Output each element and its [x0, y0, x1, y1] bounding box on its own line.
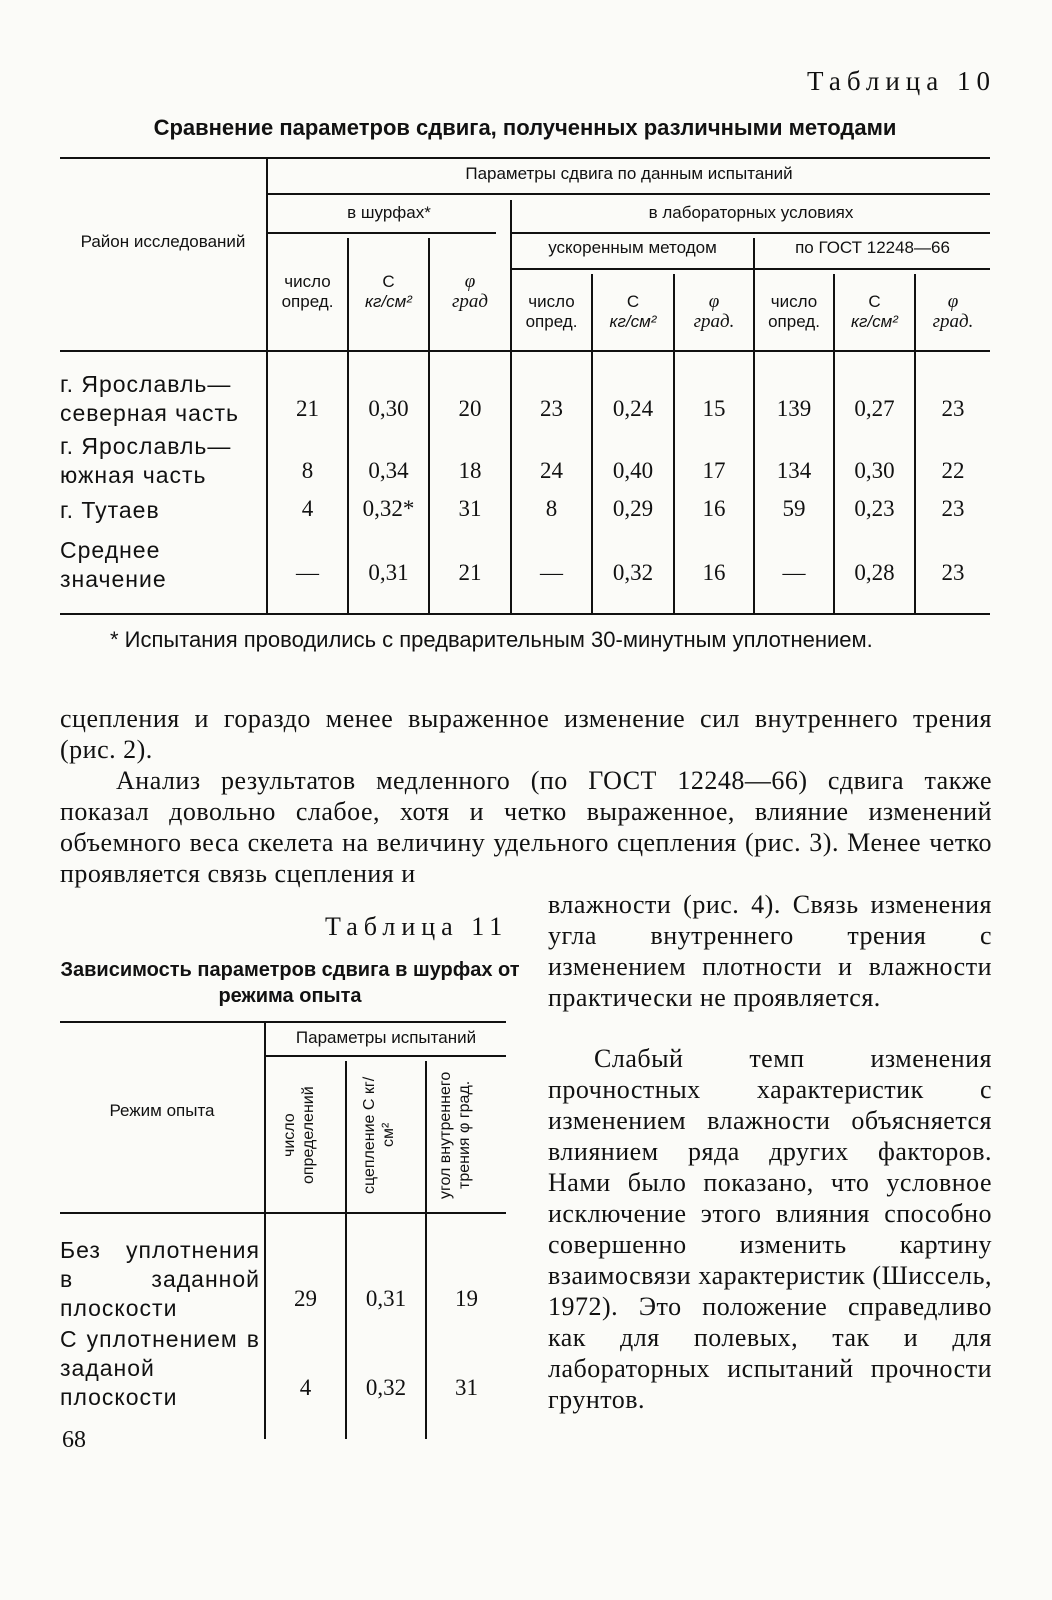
- table-11-col-c: сцепление С кг/см²: [361, 1076, 397, 1194]
- table-11-col-phi: угол внутреннего трения φ град.: [437, 1071, 473, 1199]
- table-10-col-c: [593, 292, 673, 332]
- table-row-label: г. Тутаев: [60, 497, 160, 523]
- table-cell: 24: [540, 458, 563, 483]
- table-10-col-count: число опред.: [525, 292, 578, 331]
- table-cell: 20: [458, 396, 482, 421]
- col-phi-letter: φ: [464, 271, 476, 292]
- table-10-params-rule: [268, 193, 990, 195]
- table-cell: 0,34: [368, 458, 409, 483]
- table-10-accelerated-header: ускоренным методом: [548, 238, 717, 257]
- table-cell: 0,32: [612, 560, 654, 585]
- table-10-bottom-rule: [60, 613, 990, 615]
- table-cell: 4: [299, 1375, 312, 1400]
- table-11-header-rule: [60, 1212, 506, 1214]
- table-cell: 22: [941, 458, 965, 483]
- table-11-title: Зависимость параметров сдвига в шурфах от режима опыта: [60, 959, 520, 1007]
- table-11-col-count: число определений: [281, 1086, 317, 1184]
- col-phi-unit: град.: [932, 311, 974, 332]
- table-11-caption: Таблица 11: [325, 912, 509, 941]
- table-cell: 0,30: [368, 396, 409, 421]
- table-10-top-rule: [60, 157, 990, 159]
- table-cell: 31: [455, 1375, 478, 1400]
- table-row-label: г. Ярославль— южная часть: [60, 433, 232, 488]
- col-c-letter: С: [382, 272, 395, 291]
- table-10-methods-rule: [512, 268, 990, 270]
- table-cell: 8: [301, 458, 314, 483]
- table-cell: 16: [702, 560, 726, 585]
- table-cell: 21: [296, 396, 319, 421]
- table-10-lab-header: в лабораторных условиях: [648, 203, 854, 222]
- table-cell: 16: [702, 496, 726, 521]
- table-cell: 0,31: [365, 1286, 407, 1311]
- table-row-label: С уплотнением в заданой плоскости: [60, 1326, 260, 1410]
- table-11-params-header: Параметры испытаний: [295, 1028, 477, 1047]
- table-cell: 23: [941, 560, 965, 585]
- table-cell: 0,32: [365, 1375, 407, 1400]
- table-row-label: Среднее значение: [60, 537, 167, 592]
- col-c-unit: кг/см²: [365, 292, 412, 311]
- table-row-label: г. Ярославль— северная часть: [60, 371, 239, 426]
- col-phi-unit: град: [451, 291, 489, 312]
- table-cell: 0,27: [854, 396, 895, 421]
- table-10-params-header: Параметры сдвига по данным испытаний: [465, 164, 793, 183]
- table-cell: 139: [776, 396, 812, 421]
- table-cell: 0,31: [368, 560, 409, 585]
- table-10-gost-header: по ГОСТ 12248—66: [795, 238, 950, 257]
- col-c-unit: кг/см²: [609, 312, 657, 331]
- table-cell: 134: [776, 458, 812, 483]
- table-cell: 0,29: [612, 496, 654, 521]
- table-10-caption: Таблица 10: [807, 66, 996, 96]
- table-10-district-header: Район исследований: [80, 232, 246, 251]
- table-cell: 23: [941, 396, 965, 421]
- col-c-letter: С: [626, 292, 640, 311]
- table-row-label: Без уплотнения в заданной плоскости: [60, 1237, 260, 1321]
- table-10-pits-header: в шурфах*: [347, 203, 431, 222]
- table-10-header-rule: [60, 350, 990, 352]
- table-11-top-rule: [60, 1021, 506, 1023]
- table-cell: 29: [294, 1286, 317, 1311]
- table-10-col-c: [835, 292, 914, 332]
- table-10-col-phi: [430, 272, 510, 312]
- table-cell: 0,28: [854, 560, 895, 585]
- paragraph-3: Слабый темп изменения прочностных характеристик с изменением влажности объясняется влиянием ряда других факторов. Нами было показано, что условное исключение этого влияния способно совершенно изменить картину взаимосвязи характеристик (Шиссель, 1972). Это положение справедливо как для полевых, так и для лабораторных испытаний прочности грунтов.: [548, 1044, 992, 1414]
- table-cell: 15: [702, 396, 726, 421]
- table-cell: 0,40: [612, 458, 654, 483]
- col-phi-letter: φ: [708, 291, 720, 312]
- table-11-mode-header: Режим опыта: [109, 1101, 215, 1120]
- paragraph-2: Анализ результатов медленного (по ГОСТ 12248—66) сдвига также показал довольно слабое, хотя и четко выраженное, влияние изменений объемного веса скелета на величину удельного сцепления (рис. 3). Менее четко проявляется связь сцепления и: [60, 766, 992, 888]
- table-cell: 19: [455, 1286, 478, 1311]
- table-10-col-phi: [675, 292, 753, 332]
- table-cell: 8: [545, 496, 558, 521]
- col-c-letter: С: [868, 292, 881, 311]
- table-10-lab-rule: [512, 232, 990, 234]
- table-10-vrule: [266, 157, 268, 613]
- table-cell: 21: [458, 560, 482, 585]
- table-cell: 0,23: [854, 496, 895, 521]
- table-cell: 17: [702, 458, 726, 483]
- table-10-col-c: [349, 272, 428, 312]
- table-cell: 18: [458, 458, 482, 483]
- table-cell: —: [782, 560, 806, 585]
- table-cell: 0,24: [612, 396, 654, 421]
- table-cell: 23: [941, 496, 965, 521]
- table-cell: 23: [540, 396, 563, 421]
- paragraph-1: сцепления и гораздо менее выраженное изменение сил внутреннего трения (рис. 2).: [60, 704, 992, 764]
- table-10-col-count: число опред.: [281, 272, 334, 311]
- table-10-pits-rule: [268, 232, 496, 234]
- table-10-col-phi: [916, 292, 990, 332]
- table-cell: 4: [301, 496, 314, 521]
- col-c-unit: кг/см²: [851, 312, 898, 331]
- table-10-col-count: число опред.: [768, 292, 820, 331]
- col-phi-unit: град.: [693, 311, 735, 332]
- page-number: 68: [62, 1427, 86, 1453]
- table-10-footnote: * Испытания проводились с предварительным 30-минутным уплотнением.: [110, 627, 873, 652]
- paragraph-2-continued: влажности (рис. 4). Связь изменения угла внутреннего трения с изменением плотности и влажности практически не проявляется.: [548, 890, 992, 1012]
- table-cell: —: [540, 560, 563, 585]
- table-11-params-rule: [266, 1055, 506, 1057]
- table-cell: —: [296, 560, 319, 585]
- table-10-title: Сравнение параметров сдвига, полученных различными методами: [153, 115, 897, 140]
- table-cell: 0,32*: [362, 496, 415, 521]
- table-cell: 59: [782, 496, 806, 521]
- col-phi-letter: φ: [947, 291, 959, 312]
- table-cell: 0,30: [854, 458, 895, 483]
- table-cell: 31: [458, 496, 482, 521]
